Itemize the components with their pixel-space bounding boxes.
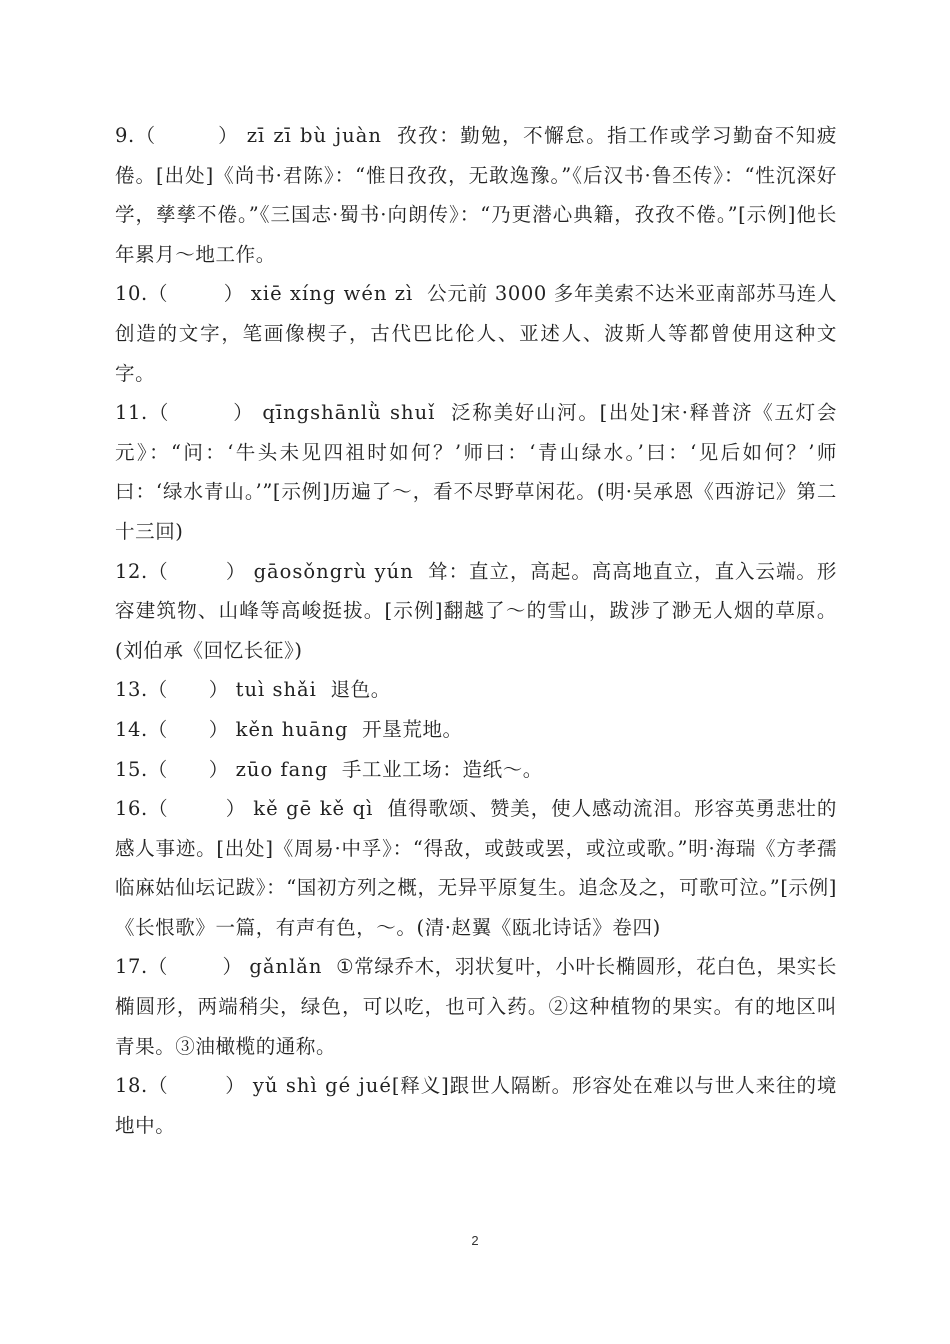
definition: [释义]跟世人隔断。形容处在难以与世人来往的境地中。 — [115, 1074, 837, 1137]
answer-blank: ） — [170, 401, 255, 425]
pinyin: zī zī bù juàn — [246, 124, 382, 147]
entry-15 — [115, 750, 837, 790]
answer-blank: ） — [167, 955, 243, 979]
entry-number: 18.（ — [115, 1074, 169, 1098]
entry-17 — [115, 947, 837, 1066]
definition: 孜孜：勤勉，不懈怠。指工作或学习勤奋不知疲倦。[出处]《尚书·君陈》：“惟日孜孜，无敢逸豫。”《后汉书·鲁丕传》：“性沉深好学，孳孳不倦。”《三国志·蜀书·向朗传》：“乃更潜心典籍，孜孜不倦。”[示例]他长年累月～地工作。 — [115, 124, 837, 266]
entry-number: 13.（ — [115, 678, 168, 702]
entry-number: 16.（ — [115, 797, 169, 821]
entry-number: 14.（ — [115, 717, 168, 741]
pinyin: zūo fang — [235, 757, 329, 781]
definition: 公元前 3000 多年美索不达米亚南部苏马连人创造的文字，笔画像楔子，古代巴比伦人、亚述人、波斯人等都曾使用这种文字。 — [115, 282, 838, 385]
entry-12 — [115, 552, 837, 671]
pinyin: gǎnlǎn — [249, 955, 323, 979]
answer-blank: ） — [168, 282, 244, 306]
definition: 耸：直立，高起。高高地直立，直入云端。形容建筑物、山峰等高峻挺拔。[示例]翻越了～的雪山，跋涉了渺无人烟的草原。(刘伯承《回忆长征》) — [115, 559, 837, 662]
entry-14 — [115, 710, 837, 750]
answer-blank: ） — [167, 717, 229, 741]
entries-list — [115, 116, 837, 1145]
entry-11 — [115, 393, 837, 551]
entry-9 — [115, 116, 837, 274]
answer-blank: ） — [168, 1074, 246, 1098]
pinyin: tuì shǎi — [235, 678, 317, 702]
entry-18 — [115, 1066, 837, 1145]
answer-blank: ） — [168, 559, 247, 583]
pinyin: gāosǒngrù yún — [253, 559, 414, 583]
definition: 泛称美好山河。[出处]宋·释普济《五灯会元》：“问：‘牛头未见四祖时如何？’师曰：‘青山绿水。’曰：‘见后如何？’师曰：‘绿水青山。’”[示例]历遍了～，看不尽野草闲花。(明·吴承恩《西游记》第二十三回) — [115, 401, 837, 543]
entry-number: 15.（ — [115, 757, 168, 781]
entry-10 — [115, 274, 837, 393]
pinyin: yǔ shì gé jué — [252, 1074, 392, 1098]
pinyin: kě gē kě qì — [253, 797, 374, 821]
pinyin: kěn huāng — [235, 717, 349, 741]
definition: 退色。 — [330, 678, 391, 702]
entry-13 — [115, 670, 837, 710]
definition: ①常绿乔木，羽状复叶，小叶长椭圆形，花白色，果实长椭圆形，两端稍尖，绿色，可以吃，也可入药。②这种植物的果实。有的地区叫青果。③油橄榄的通称。 — [115, 955, 837, 1058]
definition: 开垦荒地。 — [362, 717, 463, 741]
answer-blank: ） — [167, 678, 229, 702]
definition: 手工业工场：造纸～。 — [341, 757, 543, 781]
entry-number: 12.（ — [115, 559, 169, 583]
definition: 值得歌颂、赞美，使人感动流泪。形容英勇悲壮的感人事迹。[出处]《周易·中孚》：“得敌，或鼓或罢，或泣或歌。”明·海瑞《方孝孺临麻姑仙坛记跋》：“国初方列之概，无异平原复生。追念及之，可歌可泣。”[示例]《长恨歌》一篇，有声有色，～。(清·赵翼《瓯北诗话》卷四) — [115, 797, 837, 939]
page-number: 2 — [471, 1233, 479, 1248]
answer-blank: ） — [167, 757, 229, 781]
entry-number: 17.（ — [115, 955, 168, 979]
entry-number: 11.（ — [115, 401, 171, 425]
entry-number: 10.（ — [115, 282, 169, 306]
pinyin: qīngshānlǜ shuǐ — [262, 401, 436, 425]
answer-blank: ） — [168, 797, 247, 821]
pinyin: xiē xíng wén zì — [250, 282, 414, 306]
entry-16 — [115, 789, 837, 947]
entry-number: 9.（ — [115, 124, 157, 147]
answer-blank: ） — [156, 124, 240, 147]
